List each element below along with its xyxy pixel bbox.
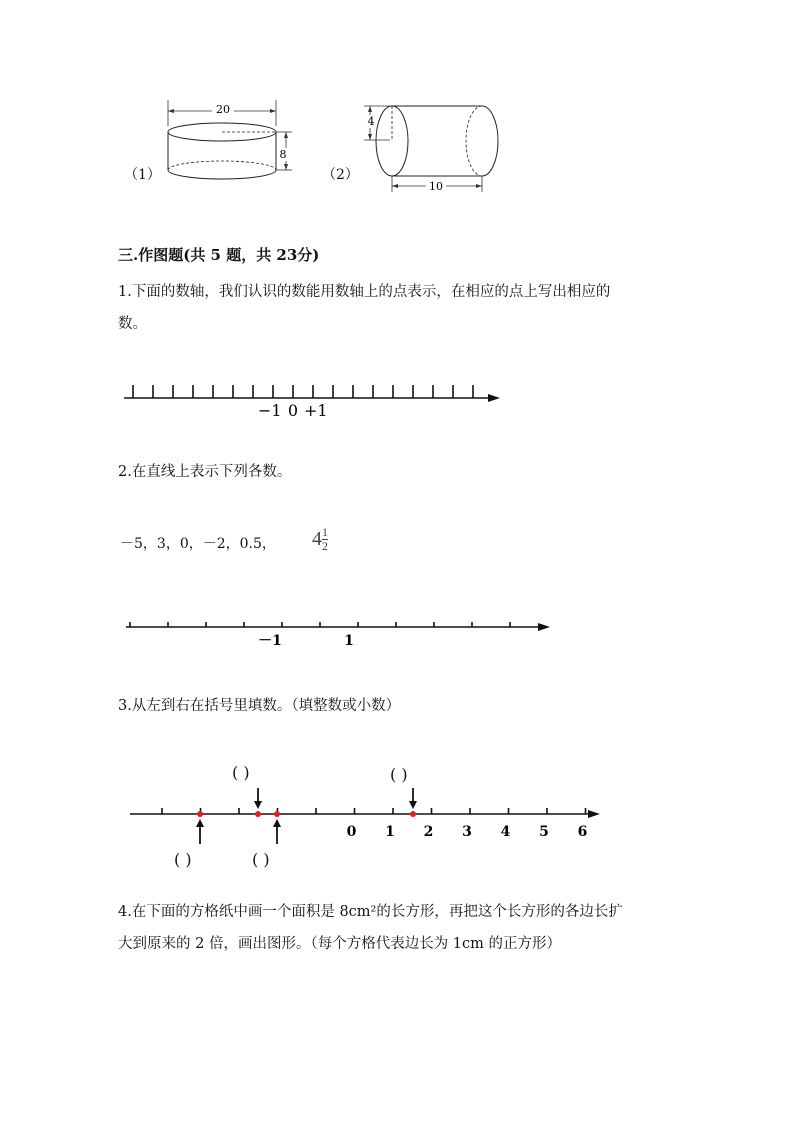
answer-blank-top-2[interactable]: ( ) xyxy=(390,765,408,784)
answer-blank-top-1[interactable]: ( ) xyxy=(232,763,250,782)
point-b xyxy=(255,811,261,817)
number-line-3-ticks xyxy=(162,808,586,814)
number-line-3-label: 1 xyxy=(385,824,395,840)
arrow-down-icon xyxy=(254,788,262,809)
number-line-3-label: 0 xyxy=(346,824,357,840)
figure-1-top-dimension: 20 xyxy=(216,103,230,116)
answer-blank-bottom-1[interactable]: ( ) xyxy=(174,850,192,869)
question-4-line-1: 4.在下面的方格纸中画一个面积是 8cm²的长方形，再把这个长方形的各边长扩 xyxy=(118,904,623,920)
point-a xyxy=(197,811,203,817)
number-line-3-label: 2 xyxy=(423,824,434,840)
question-2-number-list: －5，3，0，－2，0.5， xyxy=(120,536,276,552)
arrow-up-icon xyxy=(196,819,204,844)
point-d xyxy=(410,811,416,817)
number-line-2 xyxy=(120,612,560,652)
number-line-1 xyxy=(118,378,508,422)
cylinder-figure-1 xyxy=(160,96,300,192)
cylinder-figure-2 xyxy=(360,98,510,198)
figure-2-left-dimension: 4 xyxy=(367,115,375,128)
mixed-number-numerator: 1 xyxy=(322,525,328,539)
mixed-number-whole: 4 xyxy=(312,528,322,550)
point-c xyxy=(274,811,280,817)
number-line-3-label: 3 xyxy=(462,824,472,840)
number-line-3 xyxy=(124,784,604,852)
figure-1-side-dimension: 8 xyxy=(279,148,287,161)
number-line-3-label: 6 xyxy=(577,824,588,840)
question-4-text xyxy=(118,896,738,960)
question-3-text: 3.从左到右在括号里填数。（填整数或小数） xyxy=(118,698,401,714)
number-line-2-label-minus1: －1 xyxy=(258,633,282,649)
figure-1-label: （1） xyxy=(124,167,161,183)
mixed-number-4-1-2 xyxy=(312,526,328,553)
number-line-3-label: 4 xyxy=(500,824,511,840)
figure-2-label: （2） xyxy=(322,167,359,183)
number-line-1-ticks xyxy=(133,385,473,398)
arrow-up-icon xyxy=(273,819,281,844)
mixed-number-denominator: 2 xyxy=(322,539,328,553)
figure-2-bottom-dimension: 10 xyxy=(429,180,443,193)
number-line-3-labels xyxy=(347,824,588,840)
question-1-line-2: 数。 xyxy=(118,316,147,332)
number-line-1-label-zero: 0 xyxy=(287,401,299,420)
number-line-1-label-minus1: −1 xyxy=(258,401,282,420)
question-1-text xyxy=(118,276,718,340)
number-line-2-label-one: 1 xyxy=(344,633,354,649)
number-line-3-label: 5 xyxy=(539,824,549,840)
answer-blank-bottom-2[interactable]: ( ) xyxy=(252,850,270,869)
arrow-down-icon xyxy=(409,788,417,809)
section-title: 三.作图题(共 5 题，共 23分) xyxy=(118,246,320,264)
question-4-line-2: 大到原来的 2 倍，画出图形。（每个方格代表边长为 1cm 的正方形） xyxy=(118,936,562,952)
number-line-1-label-plus1: +1 xyxy=(304,401,328,420)
question-1-line-1: 1.下面的数轴，我们认识的数能用数轴上的点表示，在相应的点上写出相应的 xyxy=(118,284,611,300)
question-2-text: 2.在直线上表示下列各数。 xyxy=(118,464,292,480)
